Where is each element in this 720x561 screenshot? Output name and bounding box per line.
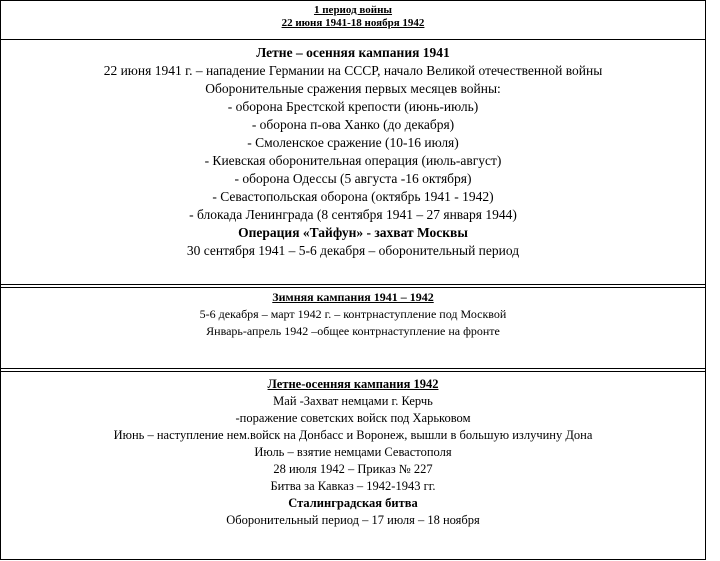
- campaign-3-line: Июль – взятие немцами Севастополя: [254, 445, 452, 459]
- campaign-1-line: - Севастопольская оборона (октябрь 1941 - 1942): [212, 189, 494, 204]
- campaign-1-title: Летне – осенняя кампания 1941: [256, 45, 450, 60]
- campaign-3-title: Летне-осенняя кампания 1942: [267, 377, 439, 391]
- operation-typhoon-title: Операция «Тайфун» - захват Москвы: [238, 225, 468, 240]
- campaign-1-line: - оборона Брестской крепости (июнь-июль): [227, 99, 479, 114]
- row-divider: [1, 369, 705, 372]
- stalingrad-line: Оборонительный период – 17 июля – 18 ноября: [226, 513, 480, 527]
- period-title: 1 период войны: [313, 4, 393, 16]
- campaign-3-line: Июнь – наступление нем.войск на Донбасс и Воронеж, вышли в большую излучину Дона: [113, 428, 593, 442]
- summer-autumn-1942-section: [1, 373, 705, 561]
- campaign-3-line: Битва за Кавказ – 1942-1943 гг.: [270, 479, 436, 493]
- campaign-1-line: Оборонительные сражения первых месяцев войны:: [205, 81, 501, 96]
- campaign-1-line: - блокада Ленинграда (8 сентября 1941 – 27 января 1944): [189, 207, 517, 222]
- campaign-3-line: -поражение советских войск под Харьковом: [235, 411, 471, 425]
- campaign-3-line: Май -Захват немцами г. Керчь: [273, 394, 433, 408]
- period-header: [1, 1, 705, 40]
- row-divider: [1, 285, 705, 288]
- campaign-1-line: - оборона п-ова Ханко (до декабря): [251, 117, 455, 132]
- campaign-1-line: 22 июня 1941 г. – нападение Германии на СССР, начало Великой отечественной войны: [103, 63, 603, 78]
- campaign-1-line: - оборона Одессы (5 августа -16 октября): [234, 171, 472, 186]
- summer-autumn-1941-section: [1, 40, 705, 285]
- campaign-2-line: Январь-апрель 1942 –общее контрнаступление на фронте: [206, 324, 500, 338]
- stalingrad-title: Сталинградская битва: [288, 496, 418, 510]
- period-dates: 22 июня 1941-18 ноября 1942: [281, 17, 425, 29]
- winter-1941-1942-section: [1, 289, 705, 369]
- campaign-1-line: - Смоленское сражение (10-16 июля): [247, 135, 459, 150]
- campaign-2-title: Зимняя кампания 1941 – 1942: [272, 290, 434, 304]
- operation-typhoon-line: 30 сентября 1941 – 5-6 декабря – оборонительный период: [186, 243, 520, 258]
- campaign-3-line: 28 июля 1942 – Приказ № 227: [273, 462, 433, 476]
- campaign-2-line: 5-6 декабря – март 1942 г. – контрнаступление под Москвой: [199, 307, 507, 321]
- campaign-1-line: - Киевская оборонительная операция (июль-август): [204, 153, 502, 168]
